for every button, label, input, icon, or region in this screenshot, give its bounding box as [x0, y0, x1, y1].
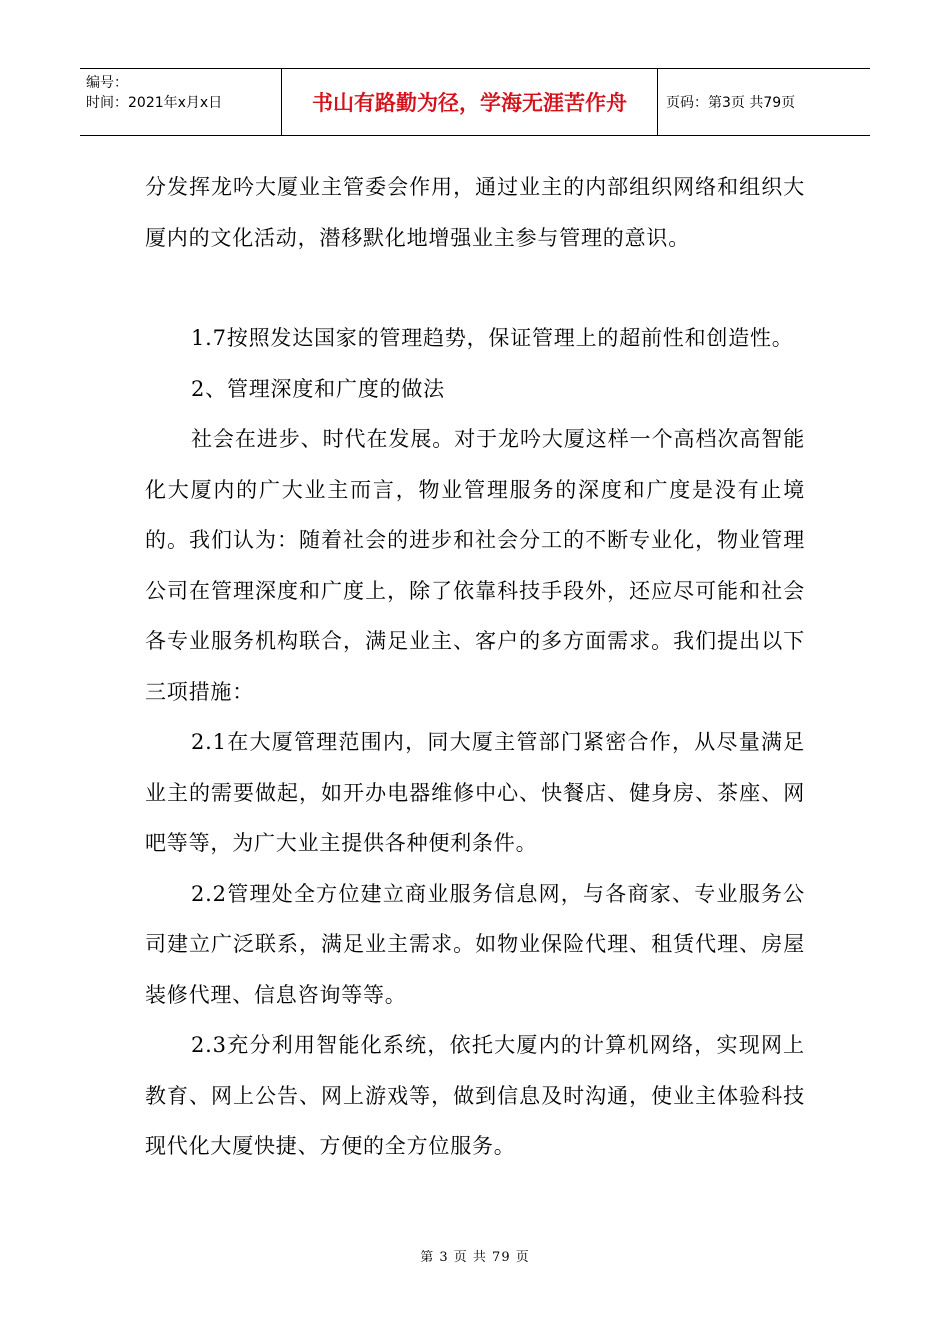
- section-heading: 2、管理深度和广度的做法: [191, 376, 445, 401]
- header-motto: 书山有路勤为径，学海无涯苦作舟: [282, 69, 658, 135]
- paragraph-6: 2.3充分利用智能化系统，依托大厦内的计算机网络，实现网上教育、网上公告、网上游戏等，做到信息及时沟通，使业主体验科技现代化大厦快捷、方便的全方位服务。: [145, 1033, 805, 1158]
- paragraph-2: 1.7按照发达国家的管理趋势，保证管理上的超前性和创造性。: [191, 326, 794, 350]
- paragraph-5: 2.2管理处全方位建立商业服务信息网，与各商家、专业服务公司建立广泛联系，满足业主需求。如物业保险代理、租赁代理、房屋装修代理、信息咨询等等。: [145, 881, 805, 1007]
- document-number-label: 编号：: [86, 75, 128, 91]
- page-header: [80, 68, 870, 136]
- header-page-info: 页码：第3页 共79页: [666, 95, 796, 111]
- paragraph-spacer: [145, 263, 805, 313]
- header-meta: [80, 69, 282, 135]
- page-footer: 第 3 页 共 79 页: [420, 1250, 530, 1265]
- document-body: [145, 162, 805, 1172]
- paragraph-4: 2.1在大厦管理范围内，同大厦主管部门紧密合作，从尽量满足业主的需要做起，如开办电器维修中心、快餐店、健身房、茶座、网吧等等，为广大业主提供各种便利条件。: [145, 730, 805, 855]
- paragraph-1: 分发挥龙吟大厦业主管委会作用，通过业主的内部组织网络和组织大厦内的文化活动，潜移默化地增强业主参与管理的意识。: [145, 175, 805, 250]
- document-date: 时间：2021年x月x日: [86, 95, 223, 111]
- paragraph-3: 社会在进步、时代在发展。对于龙吟大厦这样一个高档次高智能化大厦内的广大业主而言，物业管理服务的深度和广度是没有止境的。我们认为：随着社会的进步和社会分工的不断专业化，物业管理公司在管理深度和广度上，除了依靠科技手段外，还应尽可能和社会各专业服务机构联合，满足业主、客户的多方面需求。我们提出以下三项措施：: [145, 427, 805, 704]
